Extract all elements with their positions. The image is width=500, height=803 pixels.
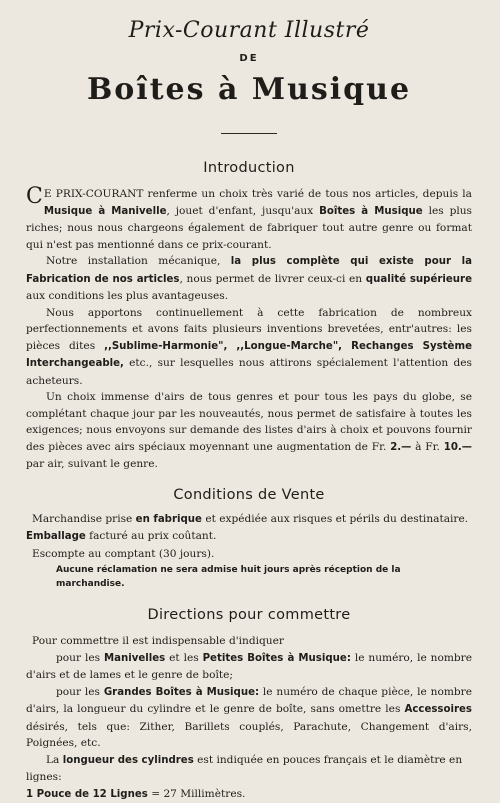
intro-paragraph-3: Nous apportons continuellement à cette fabrication de nombreux perfectionnements et avons faits plusieurs inventions brevetées, entr'autres: les pièces dites ,,Sublime-Harmonie", ,,Longue-Marche", Rechanges Système Interchangeable, etc., sur lesquelles nous attirons spécialement l'attention des acheteurs. xyxy=(26,305,472,390)
conditions-section xyxy=(26,511,472,592)
title-line-2: DE xyxy=(26,53,472,64)
directions-intro: Pour commettre il est indispensable d'indiquer xyxy=(26,633,472,650)
directions-paragraph-1: pour les Manivelles et les Petites Boîtes à Musique: le numéro, le nombre d'airs et de lames et le genre de boîte; xyxy=(26,650,472,684)
intro-paragraph-2: Notre installation mécanique, la plus complète qui existe pour la Fabrication de nos articles, nous permet de livrer ceux-ci en qualité supérieure aux conditions les plus avantageuses. xyxy=(26,253,472,305)
title-divider xyxy=(221,133,277,134)
drop-cap: C xyxy=(26,186,43,208)
catalog-page xyxy=(0,18,500,741)
intro-paragraph-4: Un choix immense d'airs de tous genres et pour tous les pays du globe, se complétant chaque jour par les nouveautés, nous permet de satisfaire à toutes les exigences; nous envoyons sur demande des listes d'airs à choix et pouvons fournir des pièces avec airs spéciaux moyennant une augmentation de Fr. 2.— à Fr. 10.— par air, suivant le genre. xyxy=(26,389,472,473)
intro-paragraph-1: C E PRIX-COURANT renferme un choix très varié de tous nos articles, depuis la Musique à Manivelle, jouet d'enfant, jusqu'aux Boîtes à Musique les plus riches; nous nous chargeons également de fabriquer tout autre genre ou format qui n'est pas mentionné dans ce prix-courant. xyxy=(26,186,472,253)
introduction-section xyxy=(26,186,472,473)
condition-line-1: Marchandise prise en fabrique et expédiée aux risques et périls du destinataire. xyxy=(26,511,472,529)
main-title: Boîtes à Musique xyxy=(26,72,472,107)
title-line-1: Prix-Courant Illustré xyxy=(26,18,472,43)
directions-paragraph-3: La longueur des cylindres est indiquée en pouces français et le diamètre en lignes: xyxy=(26,752,472,786)
heading-conditions: Conditions de Vente xyxy=(26,487,472,503)
conditions-note: Aucune réclamation ne sera admise huit jours après réception de la marchandise. xyxy=(26,563,472,591)
condition-line-3: Escompte au comptant (30 jours). xyxy=(26,546,472,563)
directions-paragraph-2: pour les Grandes Boîtes à Musique: le numéro de chaque pièce, le nombre d'airs, la longueur du cylindre et le genre de boîte, sans omettre les Accessoires désirés, tels que: Zither, Barillets couplés, Parachute, Changement d'airs, Poignées, etc. xyxy=(26,684,472,752)
directions-section xyxy=(26,633,472,803)
condition-line-2: Emballage facturé au prix coûtant. xyxy=(26,528,472,546)
directions-paragraph-4: 1 Pouce de 12 Lignes = 27 Millimètres. xyxy=(26,786,472,803)
heading-directions: Directions pour commettre xyxy=(26,607,472,623)
heading-introduction: Introduction xyxy=(26,160,472,176)
